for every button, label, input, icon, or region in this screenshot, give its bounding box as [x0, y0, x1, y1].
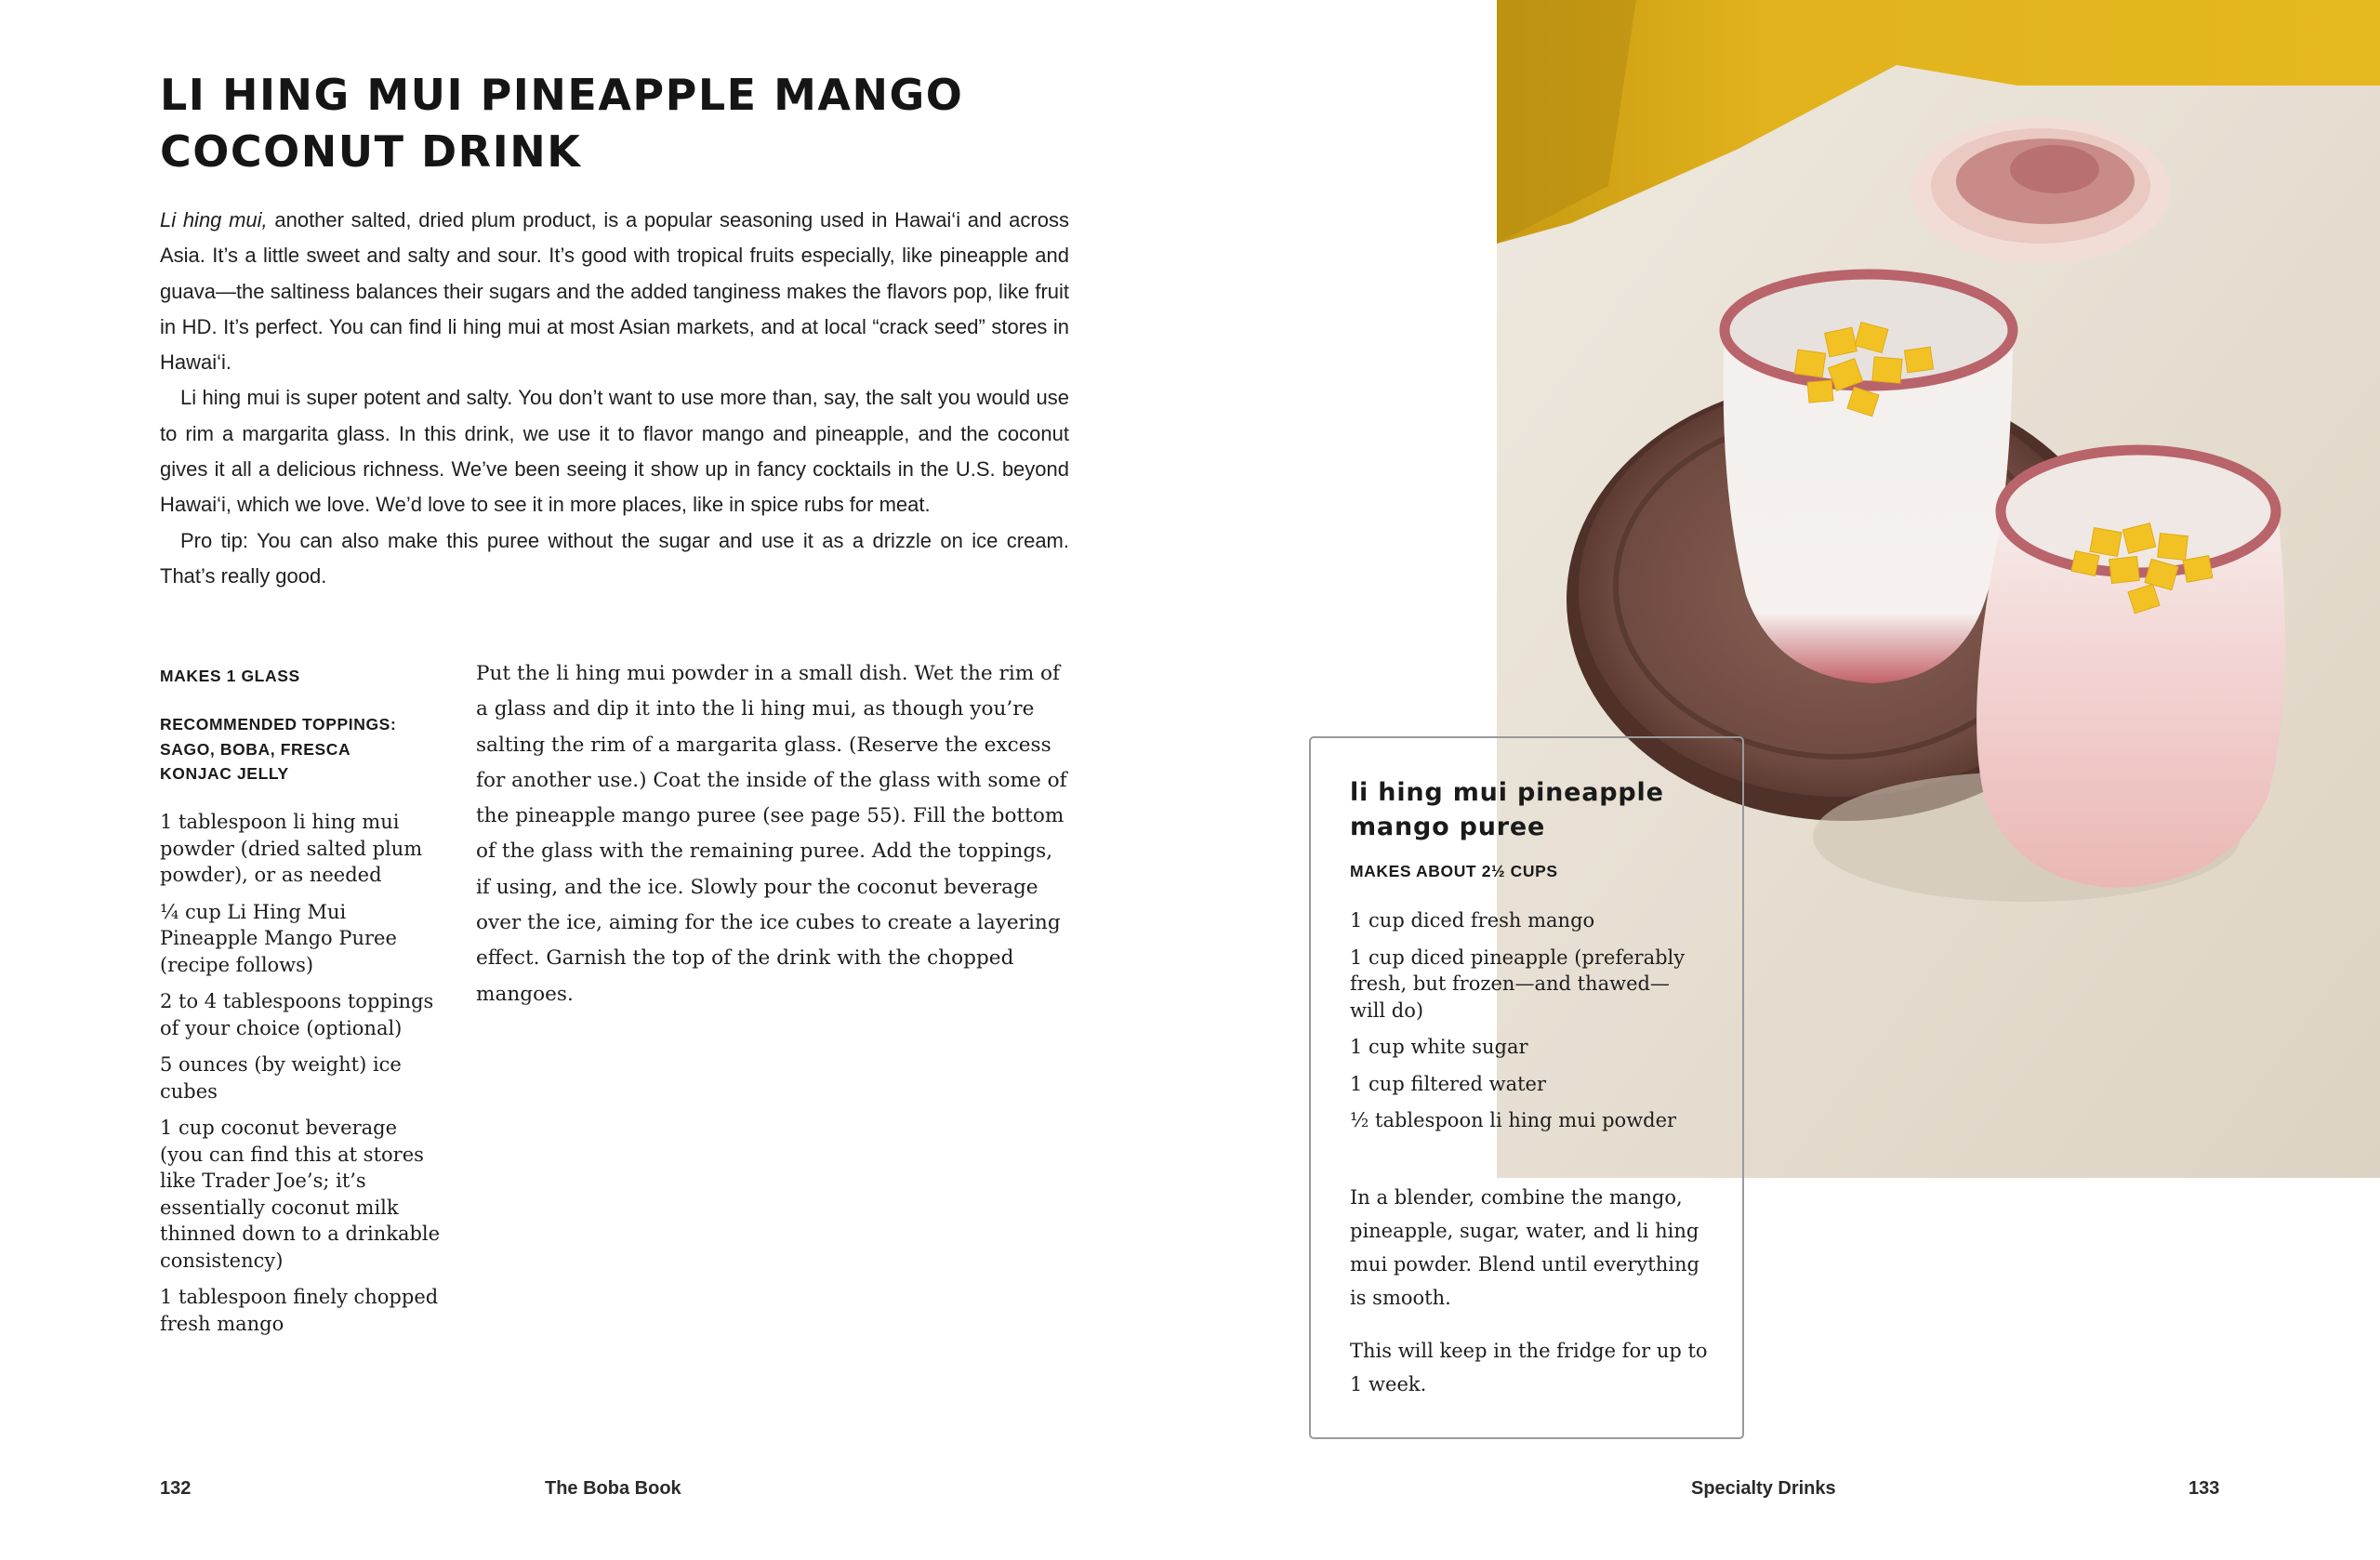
- subrecipe-ingredient-item: 1 cup diced fresh mango: [1350, 909, 1595, 932]
- subrecipe-ingredient-item: 1 cup white sugar: [1350, 1036, 1528, 1058]
- intro-paragraph-1-text: another salted, dried plum product, is a popular seasoning used in Hawai‘i and across Asia. It’s a little sweet and salty and sour. It’s good with tropical fruits especially, like pineapple and guava—the saltiness balances their sugars and the added tanginess makes the flavors pop, like fruit in HD. It’s perfect. You can find li hing mui at most Asian markets, and at local “crack seed” stores in Hawai‘i.: [160, 208, 1069, 375]
- ingredient-item: 5 ounces (by weight) ice cubes: [160, 1053, 402, 1103]
- intro-italic-lead: Li hing mui,: [160, 208, 268, 231]
- ingredient-list: [160, 809, 441, 1347]
- subrecipe-method-paragraph-1: In a blender, combine the mango, pineapple, sugar, water, and li hing mui powder. Blend until everything is smooth.: [1350, 1186, 1699, 1309]
- recipe-method: Put the li hing mui powder in a small dish. Wet the rim of a glass and dip it into the li hing mui, as though you’re salting the rim of a margarita glass. (Reserve the excess for another use.) Coat the inside of the glass with some of the pineapple mango puree (see page 55). Fill the bottom of the glass with the remaining puree. Add the toppings, if using, and the ice. Slowly pour the coconut beverage over the ice, aiming for the ice cubes to create a layering effect. Garnish the top of the drink with the chopped mangoes.: [476, 662, 1067, 1006]
- running-head-section: Specialty Drinks: [1691, 1478, 1836, 1499]
- subrecipe-method: [1350, 1181, 1717, 1421]
- subrecipe-method-paragraph-2: This will keep in the fridge for up to 1 week.: [1350, 1340, 1708, 1395]
- yield-label: MAKES 1 GLASS: [160, 667, 300, 685]
- recipe-title-line-2: COCONUT DRINK: [160, 126, 582, 177]
- subrecipe-title-line-1: li hing mui pineapple: [1350, 778, 1664, 807]
- recipe-title: [160, 67, 997, 180]
- ingredient-item: 1 cup coconut beverage (you can find this at stores like Trader Joe’s; it’s essentially coconut milk thinned down to a drinkable consistency): [160, 1117, 441, 1272]
- intro-paragraph-1: [160, 203, 1069, 380]
- toppings-line-1: RECOMMENDED TOPPINGS:: [160, 715, 397, 734]
- page-number-right: 133: [2188, 1478, 2220, 1499]
- subrecipe-ingredient-item: 1 cup filtered water: [1350, 1072, 1547, 1095]
- intro-paragraph-2: Li hing mui is super potent and salty. You don’t want to use more than, say, the salt you would use to rim a margarita glass. In this drink, we use it to flavor mango and pineapple, and the coconut gives it all a delicious richness. We’ve been seeing it show up in fancy cocktails in the U.S. beyond Hawai‘i, which we love. We’d love to see it in more places, like in spice rubs for meat.: [160, 386, 1069, 517]
- subrecipe-title-line-2: mango puree: [1350, 813, 1546, 841]
- recipe-intro: [160, 203, 1069, 594]
- recommended-toppings: [160, 712, 439, 787]
- page-number-left: 132: [160, 1478, 192, 1499]
- subrecipe-ingredient-list: [1350, 907, 1703, 1144]
- toppings-line-3: KONJAC JELLY: [160, 764, 289, 783]
- subrecipe-ingredient-item: ½ tablespoon li hing mui powder: [1350, 1109, 1677, 1131]
- toppings-line-2: SAGO, BOBA, FRESCA: [160, 739, 351, 759]
- recipe-title-line-1: LI HING MUI PINEAPPLE MANGO: [160, 70, 964, 120]
- running-head-book-title: The Boba Book: [545, 1478, 681, 1499]
- ingredient-item: ¼ cup Li Hing Mui Pineapple Mango Puree (recipe follows): [160, 900, 397, 976]
- subrecipe-title: [1350, 775, 1712, 844]
- ingredient-item: 1 tablespoon li hing mui powder (dried salted plum powder), or as needed: [160, 811, 423, 886]
- ingredient-item: 2 to 4 tablespoons toppings of your choice (optional): [160, 990, 434, 1039]
- back-glass: [1724, 274, 2013, 683]
- powder-dish: [1911, 118, 2171, 263]
- subrecipe-yield: MAKES ABOUT 2½ CUPS: [1350, 862, 1558, 880]
- ingredient-item: 1 tablespoon finely chopped fresh mango: [160, 1286, 439, 1335]
- subrecipe-ingredient-item: 1 cup diced pineapple (preferably fresh, but frozen—and thawed—will do): [1350, 945, 1686, 1022]
- intro-paragraph-3: Pro tip: You can also make this puree without the sugar and use it as a drizzle on ice cream. That’s really good.: [160, 528, 1069, 588]
